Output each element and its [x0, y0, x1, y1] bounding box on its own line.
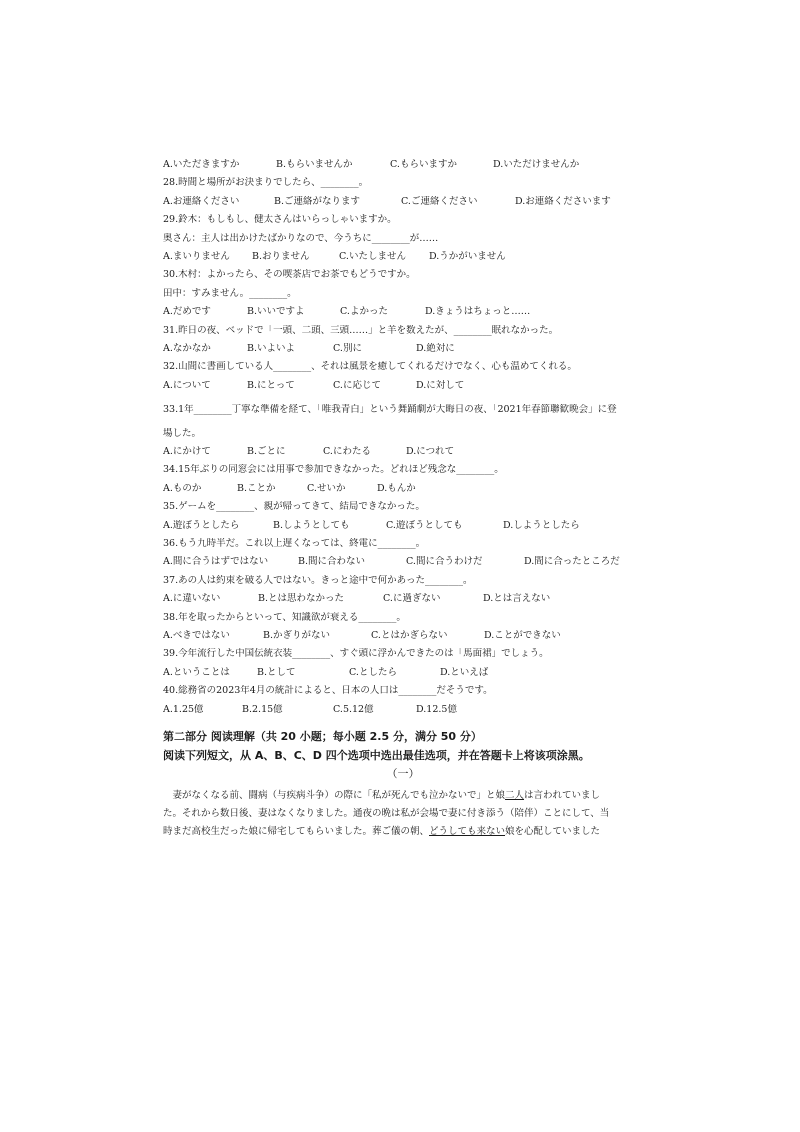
question-30-line-1: 30.木村：よかったら、その喫茶店でお茶でもどうですか。 [163, 269, 416, 281]
option-b: B.ことか [237, 482, 276, 494]
option-c: C.とはかぎらない [371, 629, 448, 641]
option-a: A.遊ぼうとしたら [163, 519, 240, 531]
option-a: A.べきではない [163, 629, 230, 641]
options-row-33 [163, 446, 643, 458]
option-b: B.もらいませんか [276, 159, 353, 170]
question-39: 39.今年流行した中国伝統衣装________、すぐ頭に浮かんできたのは「馬面裙」でしょう。 [163, 648, 549, 660]
option-b: B.かぎりがない [263, 629, 331, 641]
passage-text: 時まだ高校生だった娘に帰宅してもらいました。葬ご儀の朝、 [163, 825, 430, 837]
question-35: 35.ゲームを________、親が帰ってきて、結局できなかった。 [163, 501, 425, 513]
option-c: C.せいか [307, 482, 346, 494]
question-29-line-1: 29.鈴木：もしもし、健太さんはいらっしゃいますか。 [163, 214, 397, 226]
option-c: C.別に [333, 342, 362, 354]
passage-line-2: た。それから数日後、妻はなくなりました。通夜の晩は私が会場で妻に付き添う（陪伴）ことにして、当 [163, 807, 610, 819]
option-a: A.1.25億 [163, 703, 204, 715]
question-28: 28.時間と場所がお決まりでしたら、________。 [163, 177, 369, 189]
options-row-35 [163, 520, 643, 532]
options-row-32 [163, 380, 643, 392]
option-d: D.に対して [416, 379, 465, 391]
option-c: C.にわたる [323, 446, 371, 458]
option-a: A.ということは [163, 666, 230, 678]
option-a: A.なかなか [163, 342, 211, 354]
option-c: C.間に合うわけだ [406, 556, 483, 568]
question-29-line-2: 奥さん：主人は出かけたばかりなので、今うちに________が…… [163, 232, 439, 244]
option-a: A.だめです [163, 306, 211, 318]
underlined-text: どうしても来ない [429, 825, 506, 837]
options-row-39 [163, 667, 643, 679]
options-row-36 [163, 556, 643, 568]
option-b: B.おりません [252, 250, 310, 262]
options-row-38 [163, 630, 643, 642]
passage-number: （一） [386, 766, 420, 780]
question-33-line-1: 33.1年________丁寧な準備を経て、「唯我青白」という舞踊劇が大晦日の夜、「2021年春節聯歓晩会」に登 [163, 403, 617, 415]
option-d: D.とは言えない [483, 593, 551, 605]
option-b: B.にとって [247, 379, 295, 391]
options-row-37 [163, 593, 643, 605]
option-a: A.に違いない [163, 593, 221, 605]
passage-text: は言われていまし [524, 789, 601, 801]
passage-text: 妻がなくなる前、闘病（与疾病斗争）の際に「私が死んでも泣かないで」と娘 [163, 789, 506, 801]
question-list [163, 159, 643, 841]
option-a: A.ものか [163, 482, 202, 494]
option-d: D.絶対に [416, 342, 455, 354]
passage-line-1 [163, 787, 643, 805]
option-d: D.きょうはちょっと…… [425, 306, 531, 318]
option-c: C.遊ぼうとしても [386, 519, 463, 531]
option-a: A.まいりません [163, 250, 230, 262]
option-c: C.いたしません [339, 250, 406, 262]
option-d: D.間に合ったところだ [524, 556, 620, 568]
option-b: B.ご連絡がなります [274, 195, 361, 207]
option-c: C.に過ぎない [383, 593, 441, 605]
option-d: D.ことができない [484, 629, 561, 641]
option-d: D.といえば [440, 666, 489, 678]
option-b: B.しようとしても [273, 519, 350, 531]
question-30-line-2: 田中：すみません。________。 [163, 287, 297, 299]
question-32: 32.山間に書画している人________、それは風景を癒してくれるだけでなく、心も温めてくれる。 [163, 361, 577, 373]
option-b: B.間に合わない [298, 556, 366, 568]
option-c: C.よかった [340, 306, 388, 318]
option-a: A.お連絡ください [163, 195, 240, 207]
option-b: B.ごとに [247, 446, 286, 458]
option-d: D.12.5億 [416, 703, 457, 715]
options-row-28 [163, 196, 643, 208]
option-b: B.いいですよ [247, 306, 305, 318]
question-31: 31.昨日の夜、ベッドで「一頭、二頭、三頭……」と羊を数えたが、________眠れなかった。 [163, 324, 559, 336]
option-d: D.しようとしたら [503, 519, 580, 531]
option-b: B.とは思わなかった [258, 593, 345, 605]
option-a: A.について [163, 379, 211, 391]
option-a: A.間に合うはずではない [163, 556, 269, 568]
options-row-29 [163, 251, 643, 263]
question-34: 34.15年ぶりの同窓会には用事で参加できなかった。どれほど残念な________。 [163, 464, 504, 476]
section-instruction: 阅读下列短文，从 A、B、C、D 四个选项中选出最佳选项，并在答题卡上将该项涂黑。 [163, 748, 590, 762]
question-37: 37.あの人は約束を破る人ではない。きっと途中で何かあった________。 [163, 574, 473, 586]
options-row-30 [163, 306, 643, 318]
options-row-27 [163, 159, 643, 171]
section-title: 第二部分 阅读理解（共 20 小题；每小题 2.5 分，满分 50 分） [163, 729, 482, 743]
option-d: D.もんか [377, 482, 416, 494]
option-c: C.ご連絡ください [401, 195, 478, 207]
option-d: D.うかがいません [429, 250, 506, 262]
option-d: D.お連絡くださいます [515, 195, 611, 207]
passage-line-3 [163, 823, 643, 841]
underlined-text: 二人 [505, 789, 525, 801]
option-a: A.いただきますか [163, 159, 240, 170]
option-c: C.としたら [349, 666, 397, 678]
option-d: D.につれて [406, 446, 455, 458]
option-a: A.にかけて [163, 446, 211, 458]
options-row-31 [163, 343, 643, 355]
question-38: 38.年を取ったからといって、知識欲が衰える________。 [163, 611, 406, 623]
option-c: C.5.12億 [333, 703, 374, 715]
option-c: C.もらいますか [390, 159, 457, 170]
option-b: B.として [257, 666, 296, 678]
options-row-34 [163, 483, 643, 495]
options-row-40 [163, 704, 643, 716]
option-d: D.いただけませんか [493, 159, 580, 170]
option-b: B.2.15億 [242, 703, 283, 715]
option-b: B.いよいよ [247, 342, 296, 354]
question-33-line-2: 場した。 [163, 427, 202, 439]
passage-text: 娘を心配していました [505, 825, 601, 837]
question-40: 40.総務省の2023年4月の統計によると、日本の人口は________だそうです。 [163, 685, 493, 697]
question-36: 36.もう九時半だ。これ以上遅くなっては、終電に________。 [163, 538, 426, 550]
option-c: C.に応じて [333, 379, 381, 391]
